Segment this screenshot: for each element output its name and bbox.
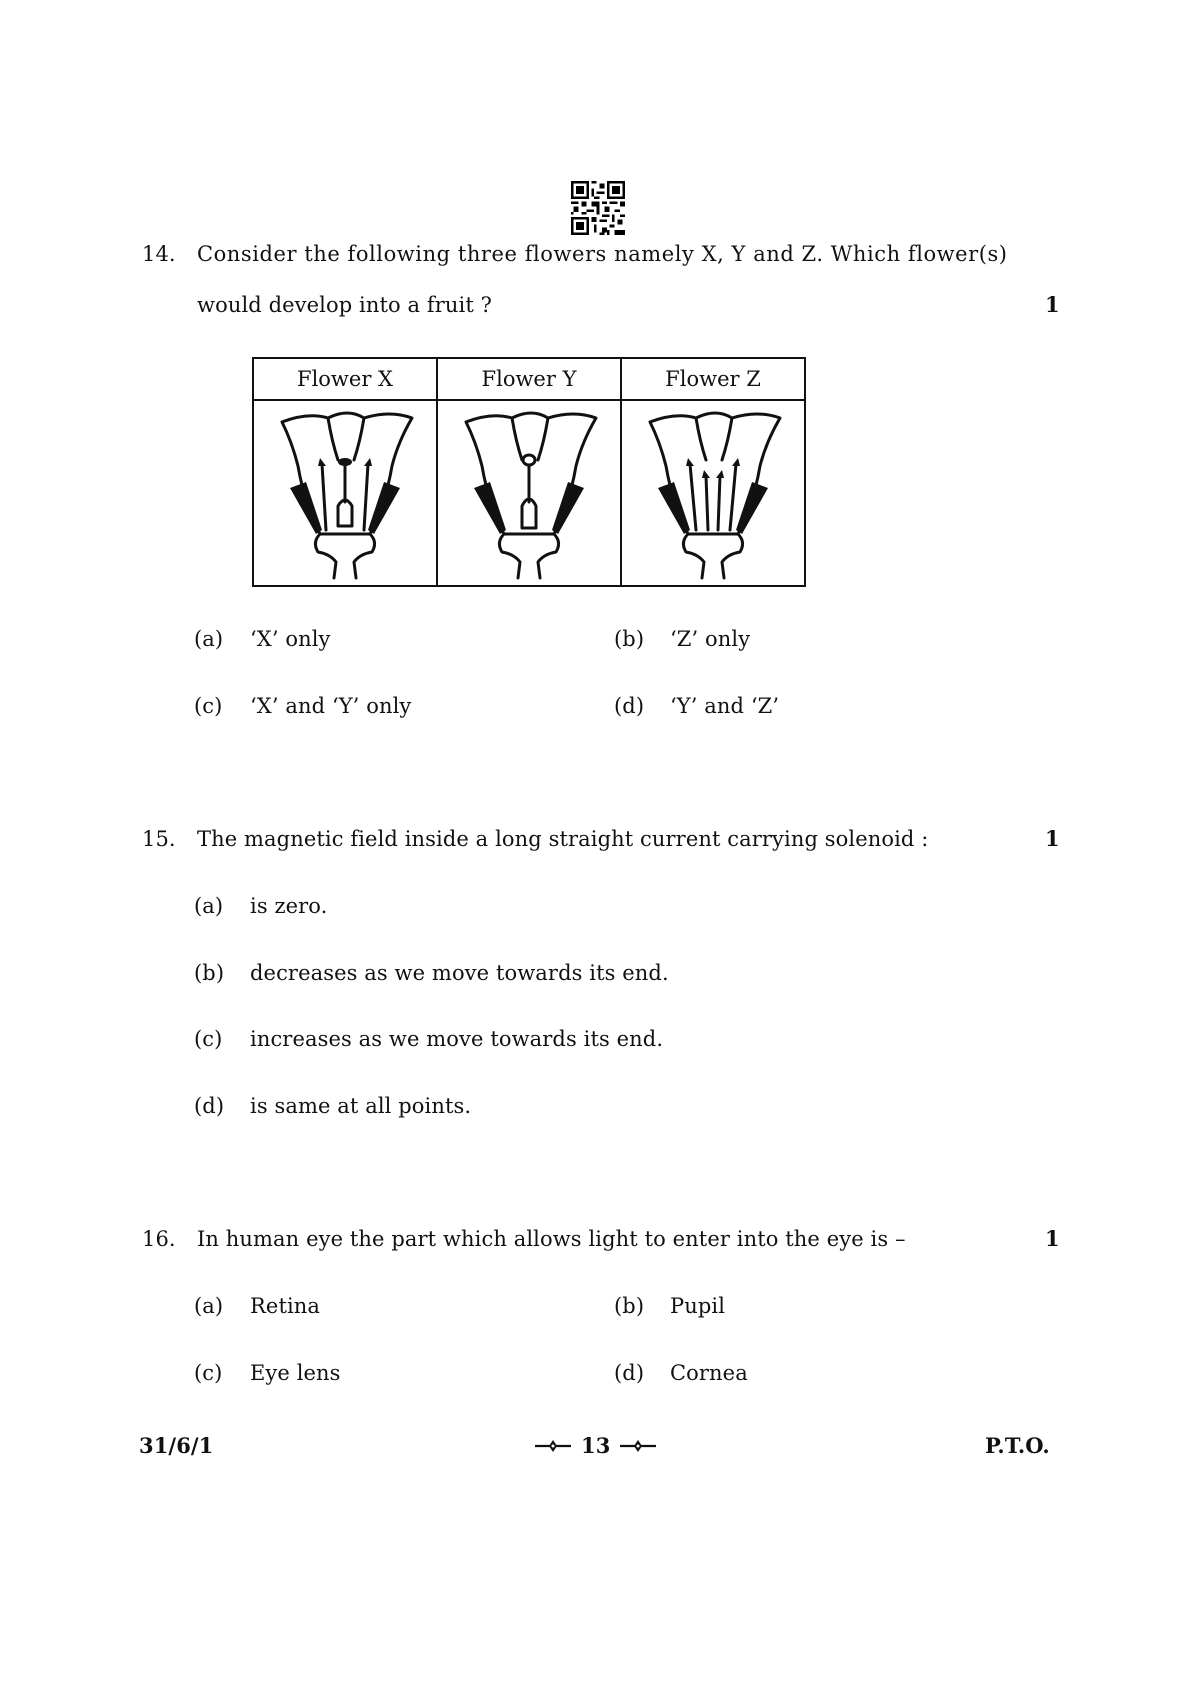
marks: 1: [1045, 292, 1060, 317]
option-letter: (d): [614, 694, 645, 718]
page-number: 13: [581, 1433, 611, 1458]
flower-x-icon: [260, 402, 430, 580]
flower-y-image: [437, 400, 621, 586]
question-number: 16.: [142, 1227, 176, 1251]
option-letter: (a): [194, 1294, 224, 1318]
option-text: Eye lens: [250, 1361, 341, 1385]
question-number: 14.: [142, 242, 176, 266]
option-text: Pupil: [670, 1294, 726, 1318]
option-text: Retina: [250, 1294, 321, 1318]
option-text: increases as we move towards its end.: [250, 1027, 664, 1051]
question-text: In human eye the part which allows light to enter into the eye is –: [197, 1227, 906, 1251]
page-number-block: [535, 1433, 656, 1459]
option-letter: (a): [194, 894, 224, 918]
option-letter: (c): [194, 694, 223, 718]
option-letter: (b): [194, 961, 225, 985]
please-turn-over: P.T.O.: [985, 1433, 1050, 1458]
option-letter: (d): [614, 1361, 645, 1385]
option-text: ‘X’ and ‘Y’ only: [250, 694, 412, 718]
option-text: is same at all points.: [250, 1094, 472, 1118]
option-text: ‘X’ only: [250, 627, 331, 651]
option-letter: (c): [194, 1027, 223, 1051]
question-text: Consider the following three flowers namely X, Y and Z. Which flower(s): [197, 242, 1008, 266]
ornament-right-icon: [620, 1439, 656, 1453]
marks: 1: [1045, 826, 1060, 851]
option-text: ‘Z’ only: [670, 627, 751, 651]
option-letter: (a): [194, 627, 224, 651]
flower-z-icon: [628, 402, 798, 580]
marks: 1: [1045, 1226, 1060, 1251]
flower-x-image: [253, 400, 437, 586]
flower-figure-table: [252, 357, 806, 587]
option-text: Cornea: [670, 1361, 748, 1385]
column-header-flower-y: Flower Y: [437, 358, 621, 400]
option-letter: (c): [194, 1361, 223, 1385]
question-text-continued: would develop into a fruit ?: [197, 293, 493, 317]
paper-code: 31/6/1: [139, 1433, 214, 1458]
ornament-left-icon: [535, 1439, 571, 1453]
question-number: 15.: [142, 827, 176, 851]
question-text: The magnetic field inside a long straight current carrying solenoid :: [197, 827, 929, 851]
option-letter: (b): [614, 1294, 645, 1318]
qr-code-icon: [571, 181, 625, 235]
flower-z-image: [621, 400, 805, 586]
option-text: decreases as we move towards its end.: [250, 961, 669, 985]
option-letter: (d): [194, 1094, 225, 1118]
column-header-flower-x: Flower X: [253, 358, 437, 400]
option-text: is zero.: [250, 894, 328, 918]
option-text: ‘Y’ and ‘Z’: [670, 694, 780, 718]
option-letter: (b): [614, 627, 645, 651]
flower-y-icon: [444, 402, 614, 580]
column-header-flower-z: Flower Z: [621, 358, 805, 400]
